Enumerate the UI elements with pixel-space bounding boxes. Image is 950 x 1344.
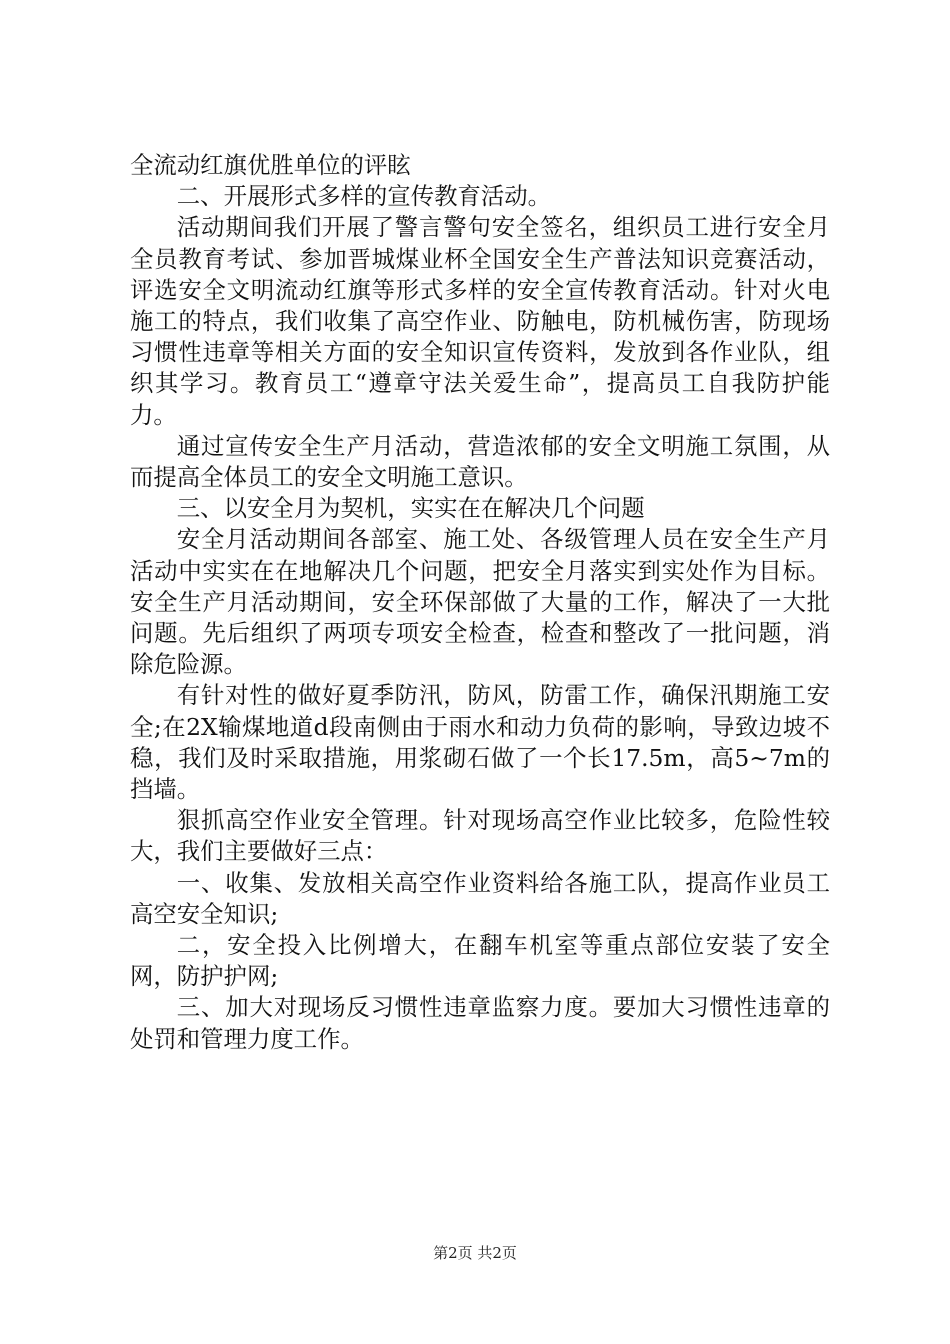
paragraph-3: 活动期间我们开展了警言警句安全签名，组织员工进行安全月全员教育考试、参加晋城煤业杯全国安全生产普法知识竞赛活动，评选安全文明流动红旗等形式多样的安全宣传教育活动。针对火电施工的特点，我们收集了高空作业、防触电，防机械伤害，防现场习惯性违章等相关方面的安全知识宣传资料，发放到各作业队，组织其学习。教育员工“遵章守法关爱生命”，提高员工自我防护能力。 [130, 213, 830, 429]
paragraph-10: 二，安全投入比例增大，在翻车机室等重点部位安装了安全网，防护护网; [130, 931, 830, 991]
paragraph-2: 二、开展形式多样的宣传教育活动。 [176, 182, 552, 211]
paragraph-8: 狠抓高空作业安全管理。针对现场高空作业比较多，危险性较大，我们主要做好三点： [130, 806, 830, 866]
paragraph-4: 通过宣传安全生产月活动，营造浓郁的安全文明施工氛围，从而提高全体员工的安全文明施工意识。 [130, 431, 830, 492]
paragraph-5: 三、以安全月为契机，实实在在解决几个问题 [176, 494, 645, 523]
paragraph-1: 全流动红旗优胜单位的评眩 [130, 151, 411, 179]
paragraph-6: 安全月活动期间各部室、施工处、各级管理人员在安全生产月活动中实实在在地解决几个问题，把安全月落实到实处作为目标。安全生产月活动期间，安全环保部做了大量的工作，解决了一大批问题。先后组织了两项专项安全检查，检查和整改了一批问题，消除危险源。 [130, 525, 830, 679]
paragraph-7: 有针对性的做好夏季防汛，防风，防雷工作，确保汛期施工安全;在2X输煤地道d段南侧由于雨水和动力负荷的影响，导致边坡不稳，我们及时采取措施，用浆砌石做了一个长17.5m，高5~7m的挡墙。 [130, 681, 830, 804]
page-footer: 第2页 共2页 [433, 1244, 517, 1262]
document-body [130, 150, 830, 1055]
paragraph-11: 三、加大对现场反习惯性违章监察力度。要加大习惯性违章的处罚和管理力度工作。 [130, 993, 830, 1053]
paragraph-9: 一、收集、发放相关高空作业资料给各施工队，提高作业员工高空安全知识; [130, 868, 830, 928]
